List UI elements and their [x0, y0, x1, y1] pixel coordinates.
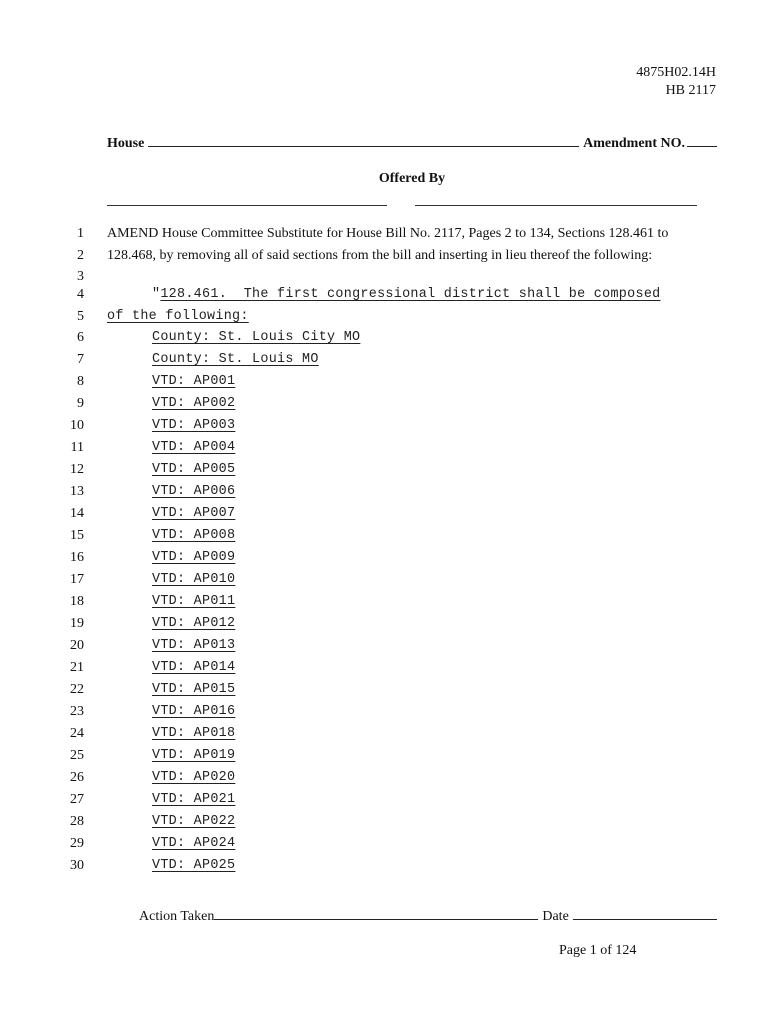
document-line — [0, 613, 770, 635]
document-line — [0, 811, 770, 833]
line-text — [152, 789, 235, 811]
document-line — [0, 569, 770, 591]
line-content: VTD: AP006 — [152, 484, 236, 499]
line-content: VTD: AP019 — [152, 748, 236, 763]
line-text — [107, 223, 668, 245]
line-text — [152, 371, 235, 393]
date-label: Date — [542, 909, 569, 924]
line-text — [152, 723, 235, 745]
line-content: AMEND House Committee Substitute for House Bill No. 2117, Pages 2 to 134, Sections 128.461 to — [107, 226, 669, 241]
line-content: VTD: AP009 — [152, 550, 236, 565]
line-text — [152, 811, 235, 833]
line-text — [152, 679, 235, 701]
line-text — [152, 415, 235, 437]
line-number: 2 — [77, 248, 84, 263]
line-text — [152, 855, 235, 877]
document-line — [0, 284, 770, 306]
line-content: VTD: AP010 — [152, 572, 236, 587]
line-number: 24 — [70, 726, 84, 741]
line-text — [152, 459, 235, 481]
line-content: VTD: AP024 — [152, 836, 236, 851]
document-line — [0, 393, 770, 415]
line-content: VTD: AP025 — [152, 858, 236, 873]
opening-quote: " — [152, 287, 161, 302]
document-id: 4875H02.14H — [636, 65, 716, 80]
document-line — [0, 591, 770, 613]
line-content: VTD: AP020 — [152, 770, 236, 785]
date-blank — [573, 907, 717, 920]
line-number: 16 — [70, 550, 84, 565]
action-taken-line — [139, 907, 717, 925]
line-text — [152, 393, 235, 415]
line-number: 9 — [77, 396, 84, 411]
line-content: VTD: AP008 — [152, 528, 236, 543]
document-line — [0, 789, 770, 811]
line-content: VTD: AP012 — [152, 616, 236, 631]
line-text — [152, 547, 235, 569]
document-line — [0, 223, 770, 245]
line-number: 14 — [70, 506, 84, 521]
line-number: 7 — [77, 352, 84, 367]
house-blank — [148, 134, 579, 147]
line-content: VTD: AP018 — [152, 726, 236, 741]
house-amendment-line — [107, 134, 717, 152]
line-number: 28 — [70, 814, 84, 829]
line-content: County: St. Louis City MO — [152, 330, 361, 345]
document-line — [0, 701, 770, 723]
line-content: VTD: AP014 — [152, 660, 236, 675]
document-line — [0, 723, 770, 745]
line-text — [152, 525, 235, 547]
line-number: 19 — [70, 616, 84, 631]
line-number: 30 — [70, 858, 84, 873]
line-text — [107, 245, 652, 267]
document-line — [0, 371, 770, 393]
line-text — [152, 657, 235, 679]
line-number: 1 — [77, 226, 84, 241]
document-line — [0, 635, 770, 657]
document-line — [0, 306, 770, 328]
document-line — [0, 415, 770, 437]
document-line — [0, 437, 770, 459]
line-text — [152, 481, 235, 503]
document-header — [636, 64, 716, 100]
line-content: VTD: AP002 — [152, 396, 236, 411]
document-line — [0, 745, 770, 767]
line-number: 21 — [70, 660, 84, 675]
line-number: 26 — [70, 770, 84, 785]
line-number: 5 — [77, 309, 84, 324]
line-text — [152, 767, 235, 789]
offered-by-label: Offered By — [378, 171, 446, 186]
line-text — [152, 437, 235, 459]
house-label: House — [107, 136, 145, 151]
line-text — [152, 745, 235, 767]
line-number: 27 — [70, 792, 84, 807]
document-line — [0, 503, 770, 525]
line-text — [152, 613, 235, 635]
line-text — [152, 833, 235, 855]
line-text — [152, 284, 661, 306]
line-content: VTD: AP013 — [152, 638, 236, 653]
line-content: VTD: AP015 — [152, 682, 236, 697]
line-number: 10 — [70, 418, 84, 433]
document-line — [0, 525, 770, 547]
line-number: 29 — [70, 836, 84, 851]
document-line — [0, 349, 770, 371]
document-line — [0, 245, 770, 267]
line-content: VTD: AP007 — [152, 506, 236, 521]
document-line — [0, 481, 770, 503]
line-text — [152, 503, 235, 525]
document-line — [0, 767, 770, 789]
line-number: 25 — [70, 748, 84, 763]
action-taken-label: Action Taken — [139, 909, 215, 924]
document-line — [0, 833, 770, 855]
line-content: VTD: AP004 — [152, 440, 236, 455]
document-line — [0, 327, 770, 349]
line-number: 12 — [70, 462, 84, 477]
line-number: 13 — [70, 484, 84, 499]
line-text — [152, 349, 319, 371]
line-content: VTD: AP005 — [152, 462, 236, 477]
line-number: 18 — [70, 594, 84, 609]
sponsor-signature-line-right — [415, 205, 697, 206]
line-number: 3 — [77, 269, 84, 284]
line-number: 22 — [70, 682, 84, 697]
line-content: 128.461. The first congressional district shall be composed — [160, 287, 661, 302]
amendment-label: Amendment NO. — [583, 136, 685, 151]
line-number: 15 — [70, 528, 84, 543]
line-number: 17 — [70, 572, 84, 587]
line-number: 6 — [77, 330, 84, 345]
action-taken-blank — [214, 907, 538, 920]
line-text — [152, 569, 235, 591]
line-text — [152, 635, 235, 657]
line-content: VTD: AP021 — [152, 792, 236, 807]
line-text — [152, 701, 235, 723]
line-number: 23 — [70, 704, 84, 719]
page-number: Page 1 of 124 — [559, 943, 637, 958]
line-content: 128.468, by removing all of said sections from the bill and inserting in lieu thereof the following: — [107, 248, 653, 263]
line-text — [107, 306, 249, 328]
line-content: VTD: AP016 — [152, 704, 236, 719]
line-content: VTD: AP003 — [152, 418, 236, 433]
bill-number: HB 2117 — [665, 83, 716, 98]
line-content: of the following: — [107, 309, 249, 324]
line-text — [152, 591, 235, 613]
line-content: VTD: AP011 — [152, 594, 236, 609]
line-content: VTD: AP001 — [152, 374, 236, 389]
line-text — [152, 327, 360, 349]
line-number: 11 — [70, 440, 84, 455]
line-content: VTD: AP022 — [152, 814, 236, 829]
document-line — [0, 679, 770, 701]
document-line — [0, 657, 770, 679]
document-line — [0, 459, 770, 481]
line-content: County: St. Louis MO — [152, 352, 319, 367]
document-line — [0, 547, 770, 569]
line-number: 20 — [70, 638, 84, 653]
sponsor-signature-line-left — [107, 205, 387, 206]
line-number: 4 — [77, 287, 84, 302]
amendment-number-blank — [687, 134, 717, 147]
document-line — [0, 855, 770, 877]
line-number: 8 — [77, 374, 84, 389]
